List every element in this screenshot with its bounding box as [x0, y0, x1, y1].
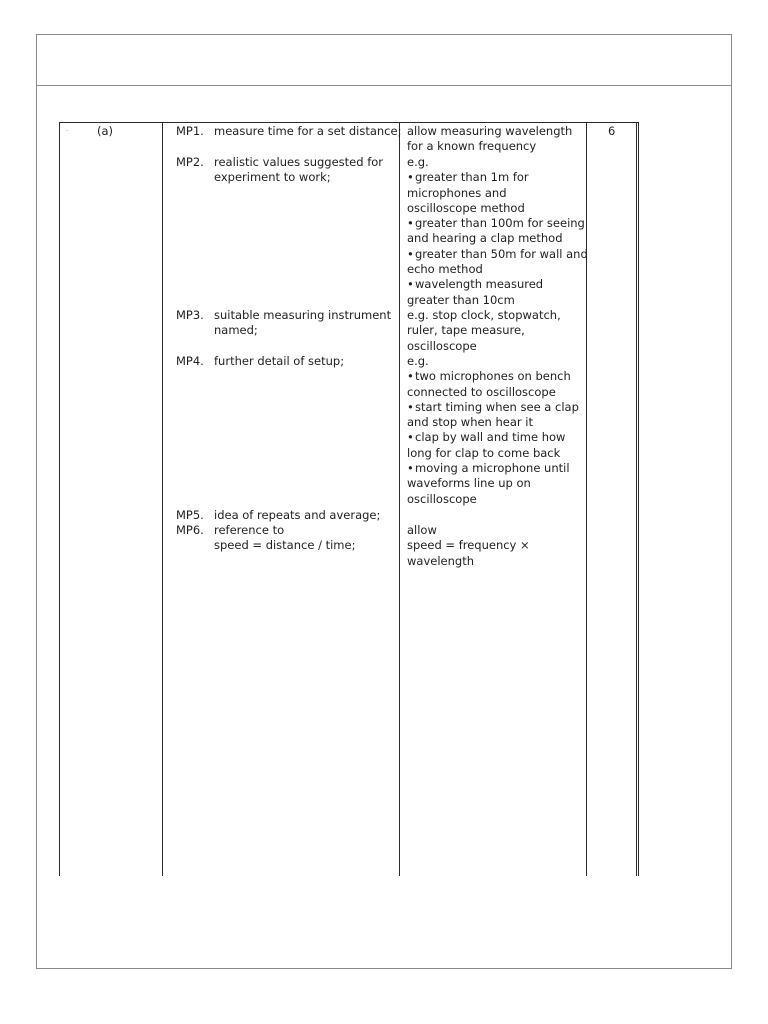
- bullet-icon: •: [407, 461, 414, 476]
- guidance-line: allow measuring wavelength: [407, 124, 573, 138]
- mark-point-text: suitable measuring instrument: [214, 308, 392, 322]
- bullet-continuation: waveforms line up on: [407, 476, 531, 491]
- guidance-line: allow: [407, 523, 437, 537]
- mark-point-text: reference to: [214, 523, 285, 537]
- bullet-icon: •: [407, 430, 414, 445]
- bullet-continuation: greater than 10cm: [407, 292, 515, 307]
- marks-value: 6: [608, 124, 616, 138]
- mark-point-text: experiment to work;: [214, 170, 331, 185]
- bullet-item: •greater than 1m for: [407, 170, 529, 185]
- guidance-intro: e.g.: [407, 354, 429, 368]
- guidance-line: e.g. stop clock, stopwatch,: [407, 308, 561, 322]
- bullet-continuation: microphones and: [407, 185, 507, 200]
- table-left-border: [59, 122, 60, 876]
- bullet-item: •greater than 100m for seeing: [407, 216, 585, 231]
- mark-point-code: MP5.: [176, 508, 204, 522]
- bullet-icon: •: [407, 277, 414, 292]
- mark-point-text: further detail of setup;: [214, 354, 345, 368]
- guidance-line: wavelength: [407, 553, 474, 568]
- bullet-icon: •: [407, 246, 414, 261]
- bullet-continuation: and stop when hear it: [407, 415, 533, 430]
- guidance-line: speed = frequency ×: [407, 538, 530, 553]
- mark-point-text: speed = distance / time;: [214, 538, 356, 553]
- column-divider-part: [162, 122, 163, 876]
- bullet-continuation: oscilloscope: [407, 491, 477, 506]
- guidance-line: for a known frequency: [407, 139, 537, 154]
- mark-point-code: MP2.: [176, 155, 204, 169]
- bullet-item: •moving a microphone until: [407, 461, 570, 476]
- table-top-border: [59, 122, 638, 123]
- bullet-item: •clap by wall and time how: [407, 430, 566, 445]
- guidance-line: oscilloscope: [407, 338, 477, 353]
- table-right-border: [636, 122, 639, 876]
- mark-point-text: measure time for a set distance;: [214, 124, 402, 138]
- mark-point-code: MP1.: [176, 124, 204, 138]
- bullet-item: •two microphones on bench: [407, 369, 571, 384]
- bullet-item: •start timing when see a clap: [407, 399, 579, 414]
- mark-point-text: idea of repeats and average;: [214, 508, 381, 522]
- guidance-intro: e.g.: [407, 155, 429, 169]
- bullet-continuation: long for clap to come back: [407, 445, 561, 460]
- column-divider-answer: [399, 122, 400, 876]
- bullet-item: •wavelength measured: [407, 277, 544, 292]
- guidance-mp3: [407, 308, 561, 354]
- guidance-mp1: [407, 124, 572, 155]
- mark-point-code: MP6.: [176, 523, 204, 537]
- bullet-continuation: connected to oscilloscope: [407, 384, 556, 399]
- bullet-icon: •: [407, 369, 414, 384]
- mark-point-code: MP3.: [176, 308, 204, 322]
- guidance-mp4: [407, 354, 579, 507]
- bullet-icon: •: [407, 216, 414, 231]
- mark-point-code: MP4.: [176, 354, 204, 368]
- bullet-item: •greater than 50m for wall and: [407, 246, 588, 261]
- corner-mark: -: [66, 127, 69, 134]
- guidance-mp6: [407, 523, 530, 569]
- mark-point-text: named;: [214, 323, 258, 338]
- bullet-continuation: and hearing a clap method: [407, 231, 563, 246]
- bullet-icon: •: [407, 399, 414, 414]
- guidance-mp2: [407, 155, 588, 308]
- question-part: (a): [97, 124, 114, 138]
- mark-point-text: realistic values suggested for: [214, 155, 384, 169]
- bullet-icon: •: [407, 170, 414, 185]
- page-frame: [36, 34, 732, 969]
- bullet-continuation: echo method: [407, 262, 483, 277]
- bullet-continuation: oscilloscope method: [407, 200, 525, 215]
- guidance-line: ruler, tape measure,: [407, 323, 525, 338]
- header-divider: [37, 85, 731, 86]
